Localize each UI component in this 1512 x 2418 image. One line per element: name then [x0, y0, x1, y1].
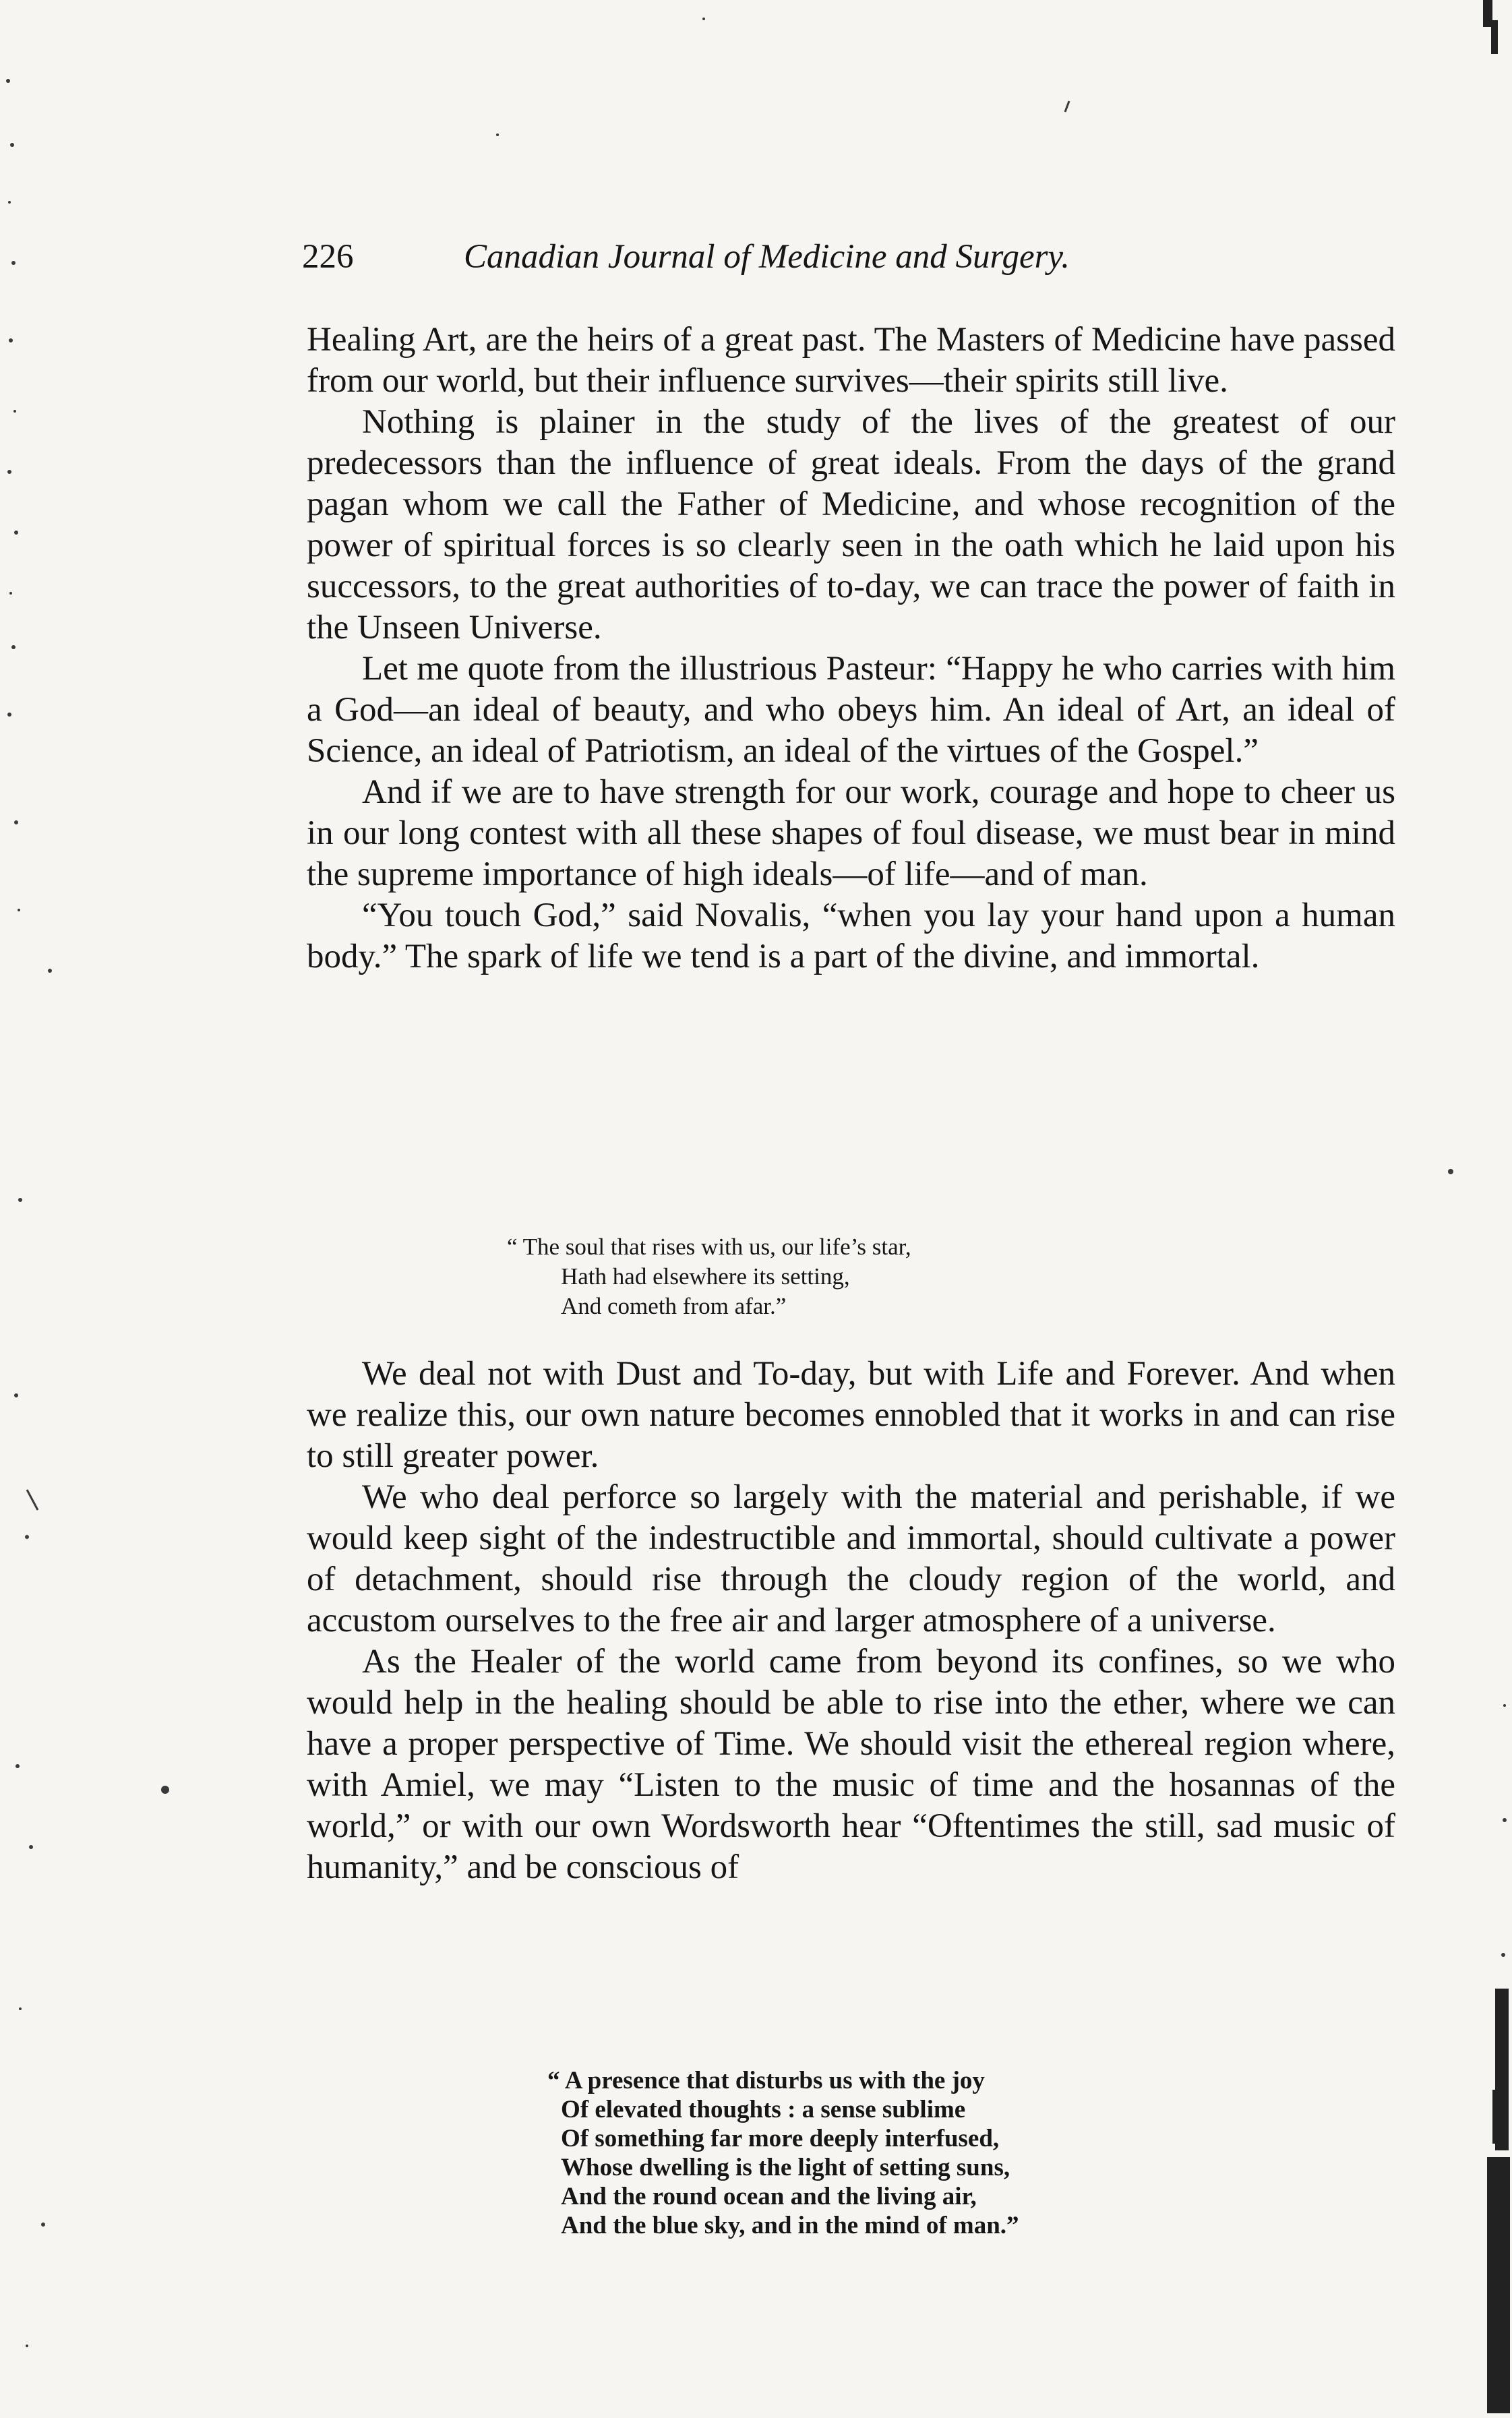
- paragraph: Healing Art, are the heirs of a great past. The Masters of Medicine have passed from our world, but their influence survives—their spirits still live.: [307, 321, 1395, 400]
- verse-line: Of elevated thoughts : a sense sublime: [561, 2096, 966, 2123]
- paragraph: We who deal perforce so largely with the material and perishable, if we would keep sight of the indestructible and immortal, should cultivate a power of detachment, should rise through the cloudy region of the world, and accustom ourselves to the free air and larger atmosphere of a universe.: [307, 1478, 1395, 1639]
- verse-quotation-wordsworth-ode: [507, 1232, 911, 1321]
- paragraph: “You touch God,” said Novalis, “when you lay your hand upon a human body.” The spark of life we tend is a part of the divine, and immortal.: [307, 897, 1395, 975]
- verse-quotation-tintern-abbey: [547, 2066, 1019, 2240]
- verse-line: Hath had elsewhere its setting,: [561, 1263, 850, 1290]
- verse-line: “ A presence that disturbs us with the joy: [547, 2067, 985, 2094]
- paragraph: We deal not with Dust and To-day, but with Life and Forever. And when we realize this, our own nature becomes ennobled that it works in and can rise to still greater power.: [307, 1355, 1395, 1475]
- verse-line: And cometh from afar.”: [561, 1293, 787, 1319]
- body-text-bottom: [307, 1354, 1395, 1888]
- verse-line: And the round ocean and the living air,: [561, 2183, 977, 2210]
- paragraph: Nothing is plainer in the study of the lives of the greatest of our predecessors than the influence of great ideals. From the days of the grand pagan whom we call the Father of Medicine, and whose recognition of the power of spiritual forces is so clearly seen in the oath which he laid upon his successors, to the great authorities of to-day, we can trace the power of faith in the Unseen Universe.: [307, 403, 1395, 646]
- page-number: 226: [302, 238, 354, 276]
- page-header: [302, 226, 1273, 287]
- verse-line: “ The soul that rises with us, our life’s star,: [507, 1234, 911, 1260]
- verse-line: Of something far more deeply interfused,: [561, 2125, 1000, 2152]
- paragraph: And if we are to have strength for our work, courage and hope to cheer us in our long contest with all these shapes of foul disease, we must bear in mind the supreme importance of high ideals—of life—and of man.: [307, 773, 1395, 893]
- verse-line: Whose dwelling is the light of setting suns,: [561, 2154, 1010, 2181]
- running-title: Canadian Journal of Medicine and Surgery.: [464, 238, 1070, 276]
- paragraph: Let me quote from the illustrious Pasteur: “Happy he who carries with him a God—an ideal of beauty, and who obeys him. An ideal of Art, an ideal of Science, an ideal of Patriotism, an ideal of the virtues of the Gospel.”: [307, 650, 1395, 770]
- verse-line: And the blue sky, and in the mind of man.”: [561, 2212, 1019, 2239]
- paragraph: As the Healer of the world came from beyond its confines, so we who would help in the healing should be able to rise into the ether, where we can have a proper perspective of Time. We should visit the ethereal region where, with Amiel, we may “Listen to the music of time and the hosannas of the world,” or with our own Wordsworth hear “Oftentimes the still, sad music of humanity,” and be conscious of: [307, 1643, 1395, 1886]
- body-text-top: [307, 320, 1395, 977]
